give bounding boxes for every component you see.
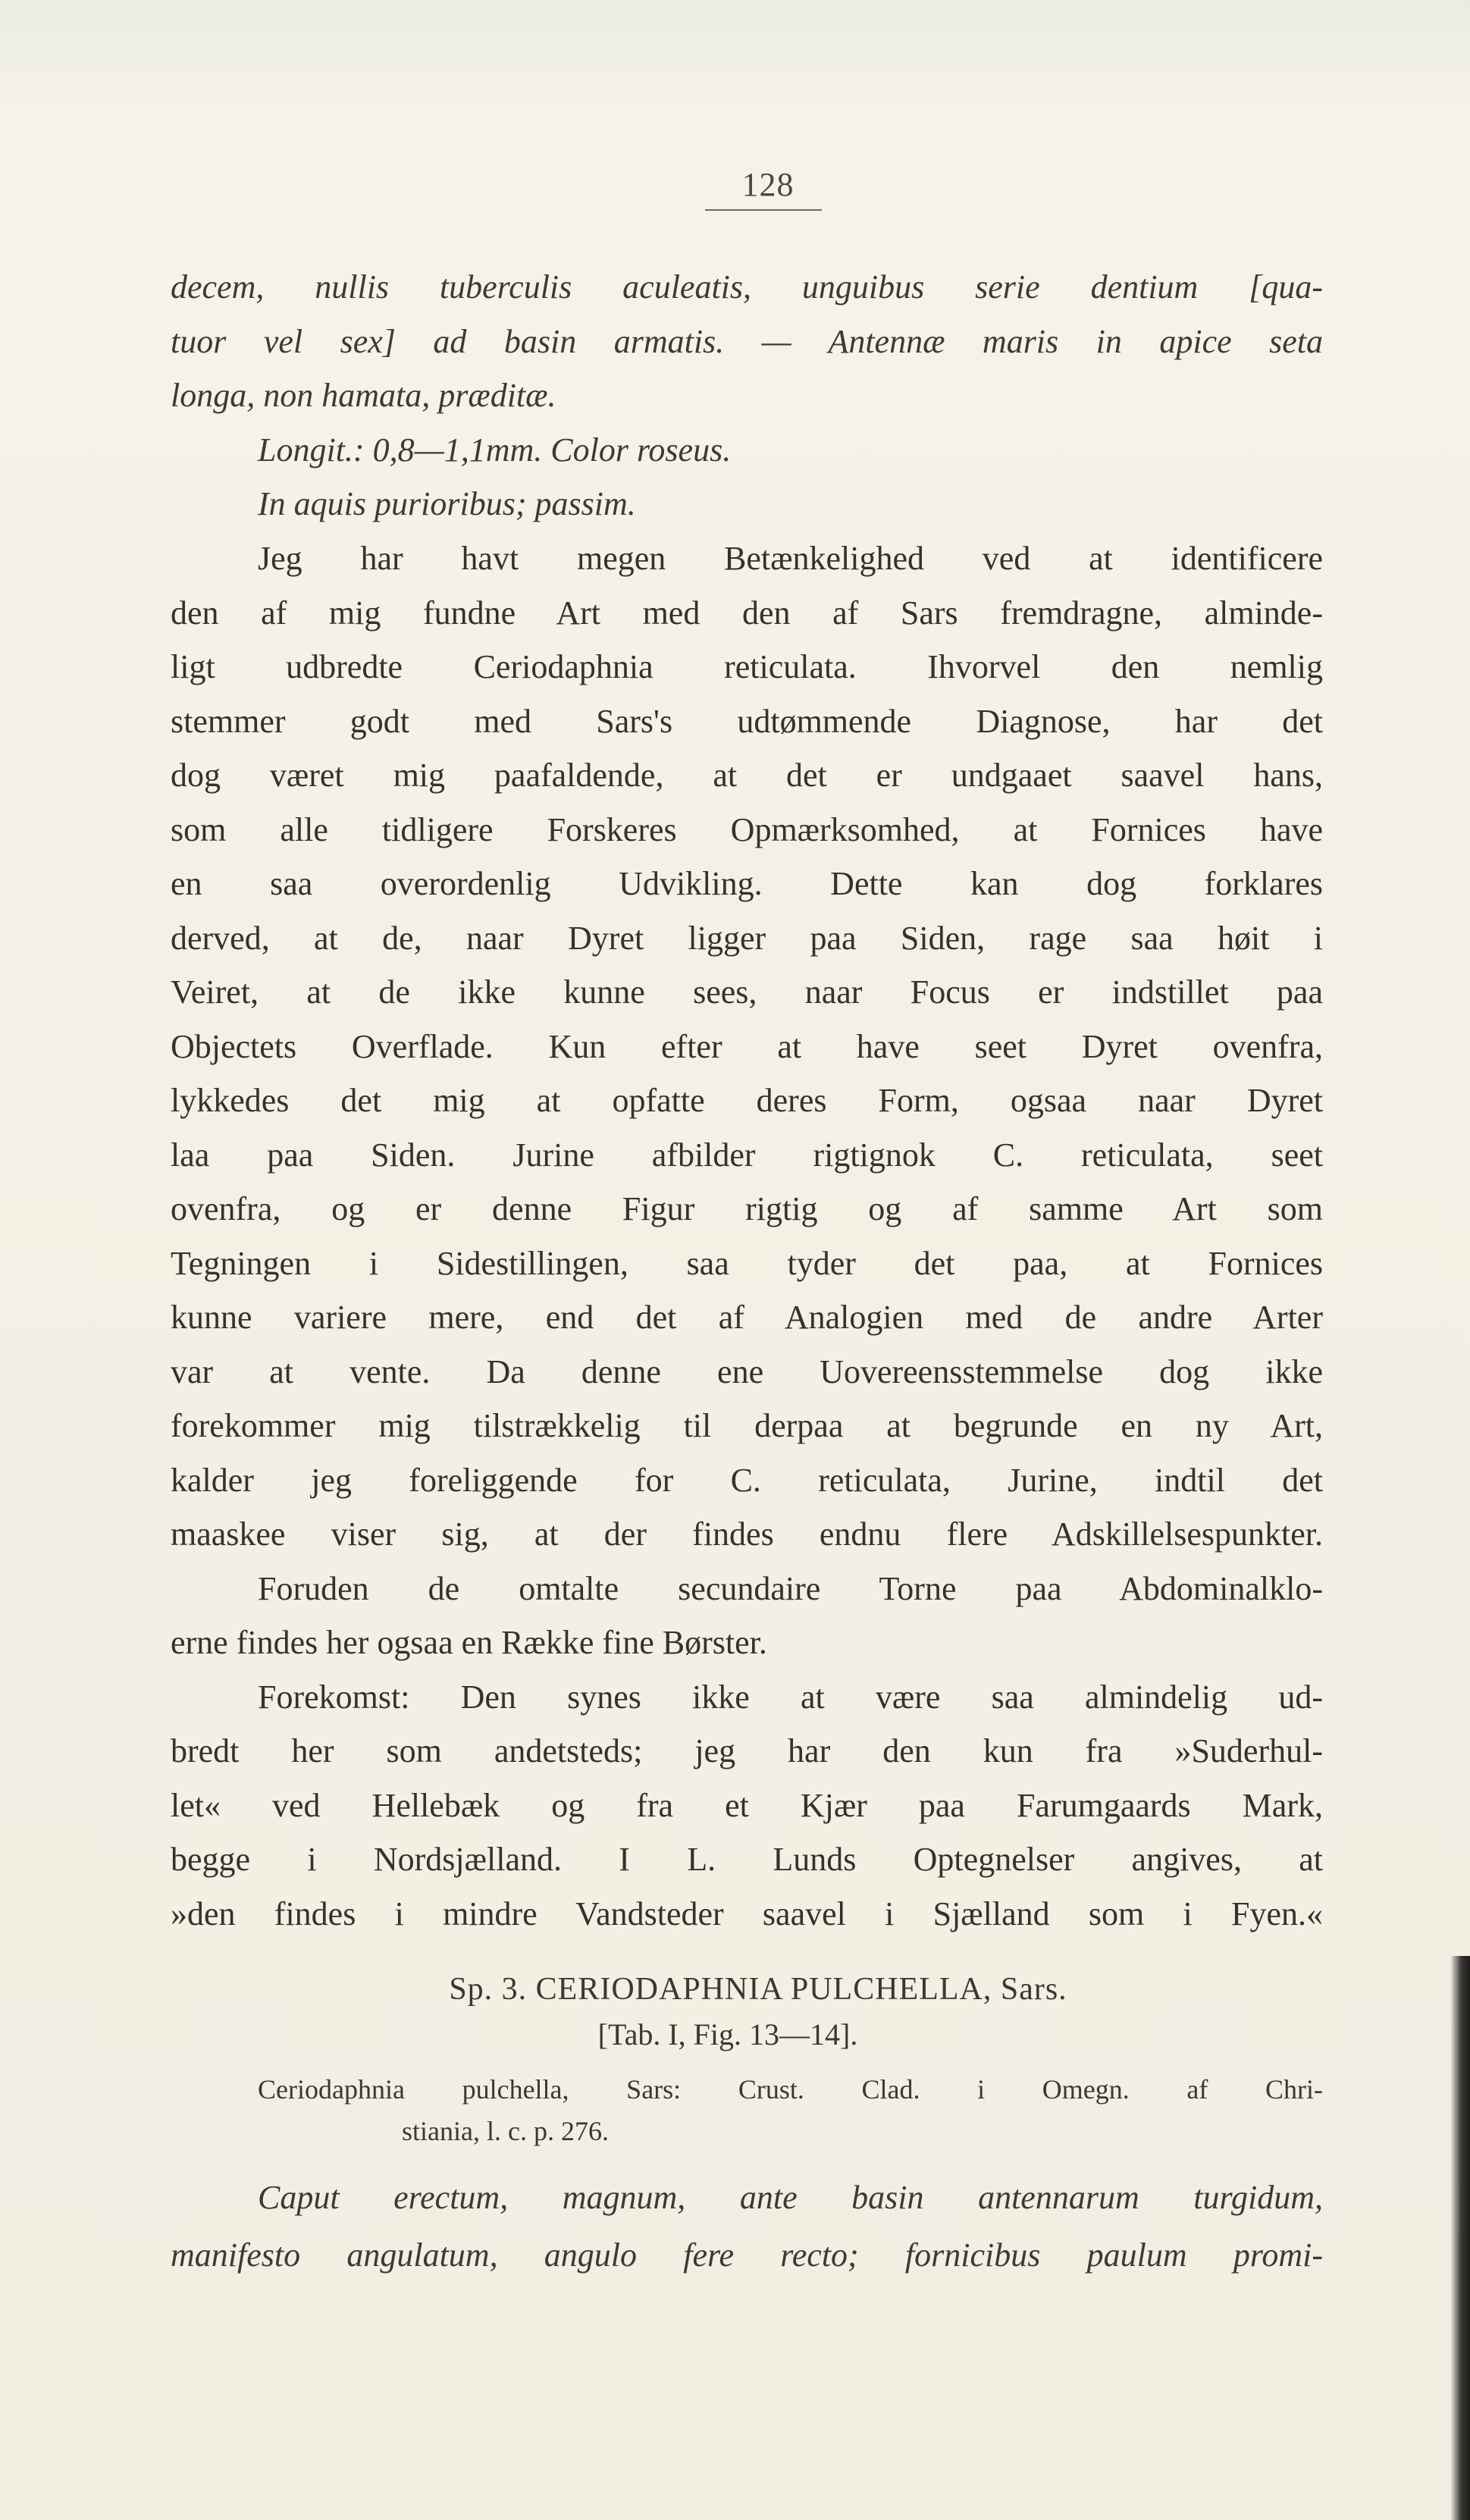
- text-line-25: Foruden de omtalte secundaire Torne paa Abdominalklo-: [258, 1570, 1323, 1607]
- text-line-10: dog været mig paafaldende, at det er undgaaet saavel hans,: [171, 757, 1323, 794]
- text-line-20: kunne variere mere, end det af Analogien med de andre Arter: [171, 1299, 1323, 1336]
- text-line-13: derved, at de, naar Dyret ligger paa Siden, rage saa høit i: [171, 920, 1323, 957]
- synonym-line-1: Ceriodaphnia pulchella, Sars: Crust. Clad. i Omegn. af Chri-: [258, 2074, 1323, 2105]
- text-line-15: Objectets Overflade. Kun efter at have seet Dyret ovenfra,: [171, 1028, 1323, 1065]
- text-line-9: stemmer godt med Sars's udtømmende Diagnose, har det: [171, 703, 1323, 740]
- text-line-7: den af mig fundne Art med den af Sars fremdragne, alminde-: [171, 594, 1323, 632]
- text-line-3: longa, non hamata, præditæ.: [171, 377, 556, 414]
- text-line-6: Jeg har havt megen Betænkelighed ved at identificere: [258, 540, 1323, 577]
- page-top-shading: [0, 0, 1470, 114]
- text-line-21: var at vente. Da denne ene Uovereensstemmelse dog ikke: [171, 1353, 1323, 1390]
- text-line-26: erne findes her ogsaa en Række fine Børster.: [171, 1624, 767, 1661]
- text-line-24: maaskee viser sig, at der findes endnu flere Adskillelsespunkter.: [171, 1515, 1323, 1553]
- text-line-28: bredt her som andetsteds; jeg har den kun fra »Suderhul-: [171, 1732, 1323, 1769]
- text-line-18: ovenfra, og er denne Figur rigtig og af samme Art som: [171, 1190, 1323, 1227]
- diagnosis-line-1: Caput erectum, magnum, ante basin antennarum turgidum,: [258, 2179, 1323, 2216]
- diagnosis-line-2: manifesto angulatum, angulo fere recto; fornicibus paulum promi-: [171, 2236, 1323, 2274]
- text-line-19: Tegningen i Sidestillingen, saa tyder det paa, at Fornices: [171, 1245, 1323, 1282]
- page-number-rule: [705, 209, 822, 211]
- text-line-8: ligt udbredte Ceriodaphnia reticulata. Ihvorvel den nemlig: [171, 648, 1323, 685]
- text-line-29: let« ved Hellebæk og fra et Kjær paa Farumgaards Mark,: [171, 1787, 1323, 1824]
- text-line-31: »den findes i mindre Vandsteder saavel i Sjælland som i Fyen.«: [171, 1895, 1323, 1932]
- text-line-5: In aquis purioribus; passim.: [258, 485, 636, 522]
- text-line-17: laa paa Siden. Jurine afbilder rigtignok C. reticulata, seet: [171, 1136, 1323, 1174]
- text-line-27: Forekomst: Den synes ikke at være saa almindelig ud-: [258, 1678, 1323, 1716]
- page-number: 128: [741, 166, 795, 203]
- text-line-30: begge i Nordsjælland. I L. Lunds Optegnelser angives, at: [171, 1841, 1323, 1878]
- synonym-line-2: stiania, l. c. p. 276.: [402, 2116, 609, 2146]
- text-line-14: Veiret, at de ikke kunne sees, naar Focus er indstillet paa: [171, 973, 1323, 1011]
- text-line-4: Longit.: 0,8—1,1mm. Color roseus.: [258, 431, 732, 469]
- species-heading: Sp. 3. CERIODAPHNIA PULCHELLA, Sars.: [449, 1972, 1067, 2007]
- text-line-11: som alle tidligere Forskeres Opmærksomhed, at Fornices have: [171, 811, 1323, 848]
- page-edge-shadow: [1450, 1956, 1470, 2520]
- text-line-2: tuor vel sex] ad basin armatis. — Antennæ maris in apice seta: [171, 323, 1323, 360]
- species-figure-reference: [Tab. I, Fig. 13—14].: [597, 2017, 858, 2051]
- text-line-23: kalder jeg foreliggende for C. reticulata, Jurine, indtil det: [171, 1462, 1323, 1499]
- text-line-1: decem, nullis tuberculis aculeatis, unguibus serie dentium [qua-: [171, 268, 1323, 306]
- text-line-16: lykkedes det mig at opfatte deres Form, ogsaa naar Dyret: [171, 1082, 1323, 1119]
- text-line-12: en saa overordenlig Udvikling. Dette kan dog forklares: [171, 865, 1323, 902]
- text-line-22: forekommer mig tilstrækkelig til derpaa at begrunde en ny Art,: [171, 1407, 1323, 1444]
